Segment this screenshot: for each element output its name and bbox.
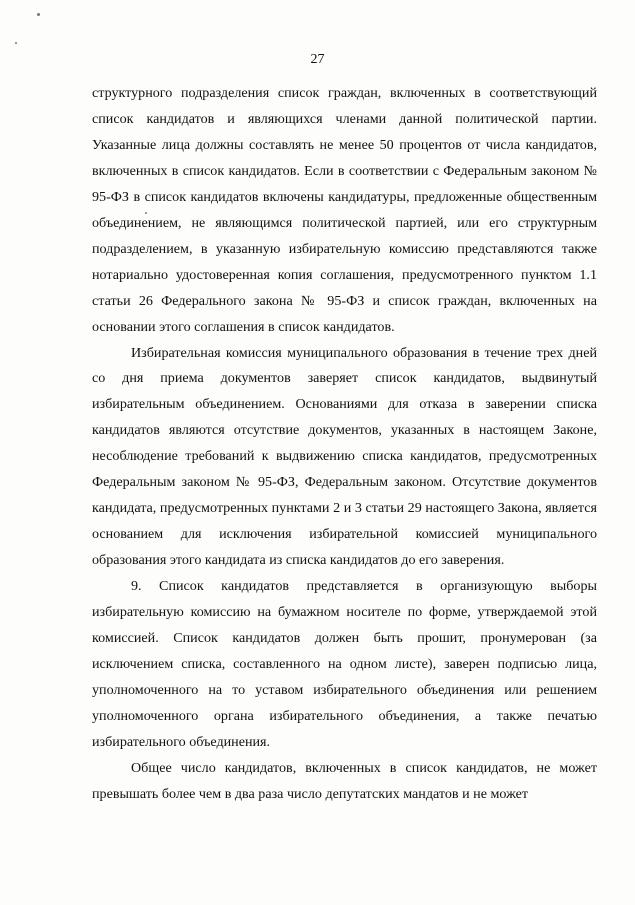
paragraph-candidate-list-documents: структурного подразделения список граждан, включенных в соответствующий список кандидатов и являющихся членами данной политической партии. Указанные лица должны составлять не менее 50 процентов от числа кандидатов, включенных в список кандидатов. Если в соответствии с Федеральным законом № 95-ФЗ в список кандидатов включены кандидатуры, предложенные общественным объединением, не являющимся политической партией, или его структурным подразделением, в указанную избирательную комиссию представляются также нотариально удостоверенная копия соглашения, предусмотренного пунктом 1.1 статьи 26 Федерального закона № 95-ФЗ и список граждан, включенных на основании этого соглашения в список кандидатов.: [92, 85, 597, 335]
paragraph-list-certification: Избирательная комиссия муниципального образования в течение трех дней со дня приема документов заверяет список кандидатов, выдвинутый избирательным объединением. Основаниями для отказа в заверении списка кандидатов являются отсутствие документов, указанных в настоящем Законе, несоблюдение требований к выдвижению списка кандидатов, предусмотренных Федеральным законом № 95-ФЗ, Федеральным законом. Отсутствие документов кандидата, предусмотренных пунктами 2 и 3 статьи 29 настоящего Закона, является основанием для исключения избирательной комиссией муниципального образования этого кандидата из списка кандидатов до его заверения.: [92, 344, 597, 569]
document-text-block: [92, 81, 597, 808]
scan-dust-mark: [15, 42, 17, 44]
page-number: 27: [310, 52, 325, 67]
paragraph-candidate-count-limit: Общее число кандидатов, включенных в список кандидатов, не может превышать более чем в два раза число депутатских мандатов и не может: [92, 759, 597, 802]
paragraph-numbered-item-9: 9. Список кандидатов представляется в организующую выборы избирательную комиссию на бумажном носителе по форме, утверждаемой этой комиссией. Список кандидатов должен быть прошит, пронумерован (за исключением списка, составленного на одном листе), заверен подписью лица, уполномоченного на то уставом избирательного объединения или решением уполномоченного органа избирательного объединения, а также печатью избирательного объединения.: [92, 578, 597, 750]
scan-dust-mark: [37, 13, 40, 16]
